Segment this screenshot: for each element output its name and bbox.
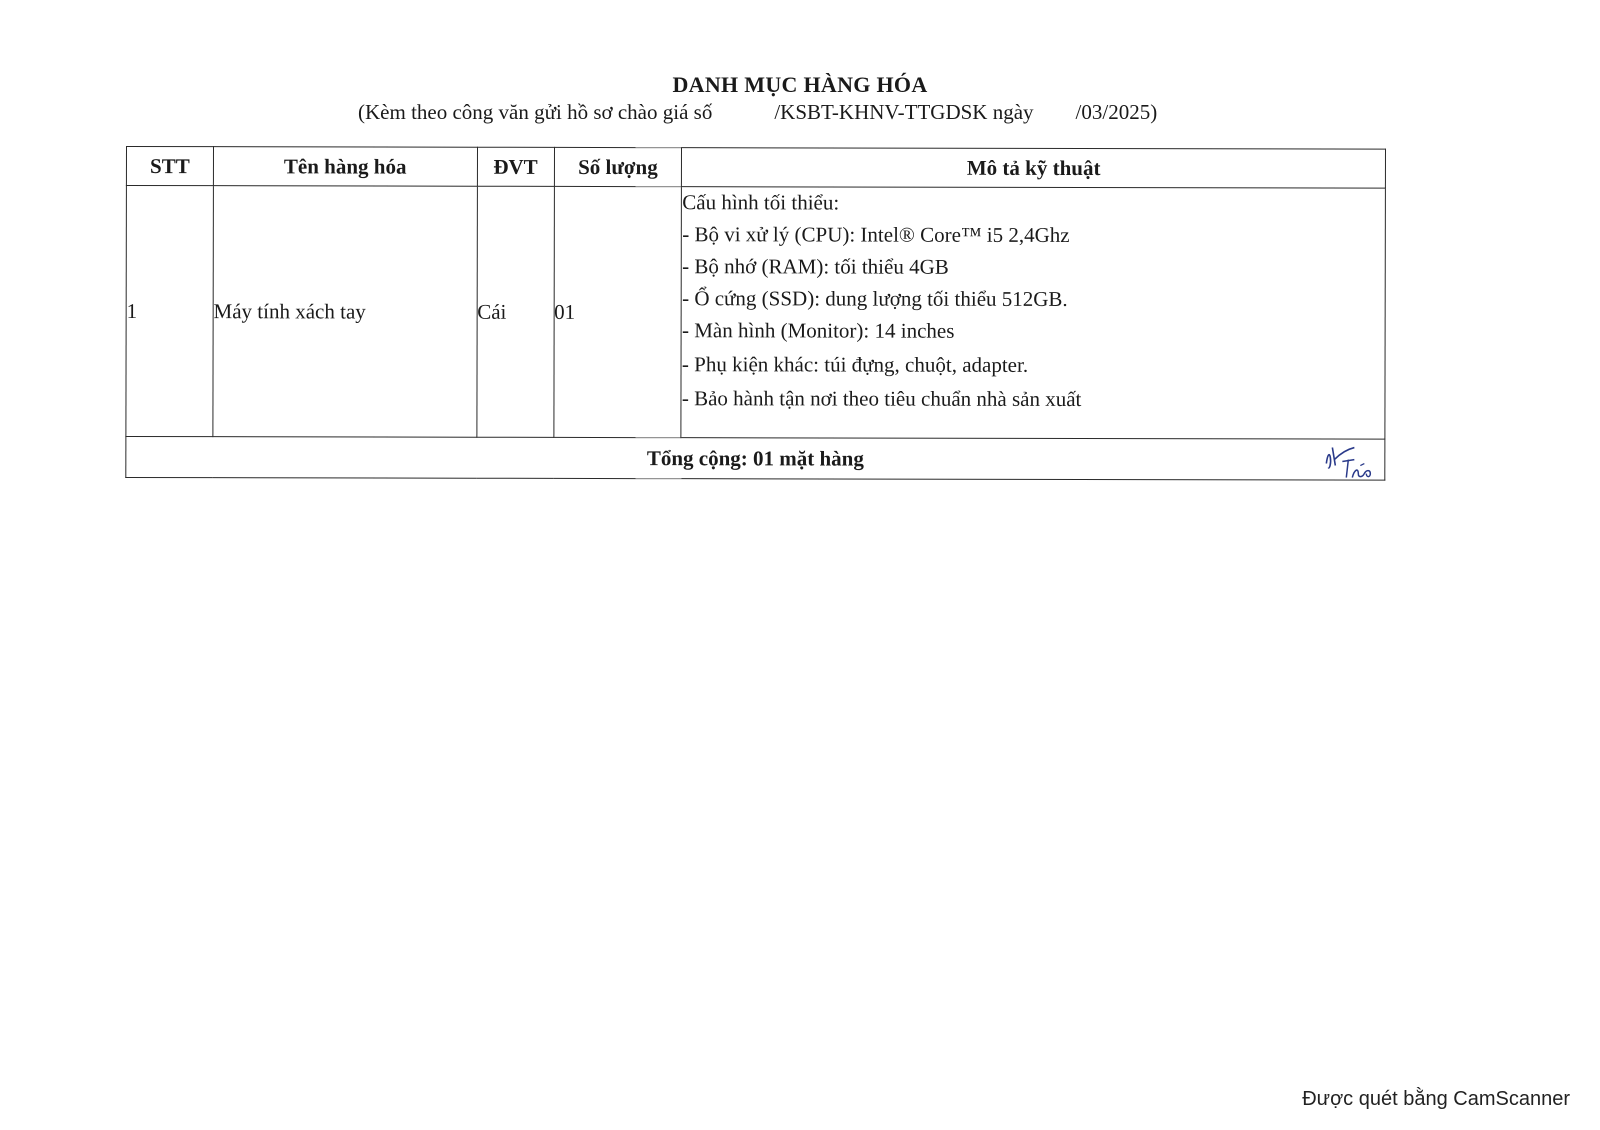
row-unit: Cái bbox=[476, 186, 553, 437]
header-spec: Mô tả kỹ thuật bbox=[682, 148, 1386, 188]
camscanner-label: Được quét bằng CamScanner bbox=[1302, 1088, 1570, 1110]
subtitle-part-1: (Kèm theo công văn gửi hồ sơ chào giá số bbox=[358, 100, 713, 124]
header-stt: STT bbox=[126, 147, 213, 186]
total-row bbox=[126, 437, 1385, 481]
spec-line: - Bộ nhớ (RAM): tối thiểu 4GB bbox=[682, 254, 949, 279]
table-row bbox=[126, 186, 1386, 440]
spec-line: - Bảo hành tận nơi theo tiêu chuẩn nhà sản xuất bbox=[681, 386, 1082, 412]
row-name: Máy tính xách tay bbox=[213, 186, 477, 438]
subtitle-part-3: /03/2025) bbox=[1075, 100, 1158, 124]
spec-line: - Phụ kiện khác: túi đựng, chuột, adapter. bbox=[681, 352, 1029, 377]
subtitle-part-2: /KSBT-KHNV-TTGDSK ngày bbox=[774, 100, 1034, 124]
header-name: Tên hàng hóa bbox=[213, 147, 477, 187]
spec-line: - Bộ vi xử lý (CPU): Intel® Core™ i5 2,4Ghz bbox=[682, 222, 1070, 247]
spec-line: - Ổ cứng (SSD): dung lượng tối thiểu 512GB. bbox=[682, 286, 1068, 311]
row-spec bbox=[681, 187, 1385, 439]
signature-icon bbox=[1320, 444, 1378, 480]
header-unit: ĐVT bbox=[477, 147, 554, 186]
row-qty: 01 bbox=[553, 186, 681, 437]
document-title: DANH MỤC HÀNG HÓA bbox=[672, 72, 928, 97]
header-row bbox=[126, 147, 1385, 189]
goods-table bbox=[125, 146, 1386, 481]
spec-line: Cấu hình tối thiểu: bbox=[682, 190, 840, 215]
document-subtitle bbox=[358, 100, 1157, 125]
spec-line: - Màn hình (Monitor): 14 inches bbox=[681, 318, 955, 343]
header-qty: Số lượng bbox=[554, 147, 682, 186]
row-stt: 1 bbox=[126, 186, 213, 437]
total-cell bbox=[126, 437, 1385, 481]
total-label: Tổng cộng: 01 mặt hàng bbox=[646, 445, 864, 471]
